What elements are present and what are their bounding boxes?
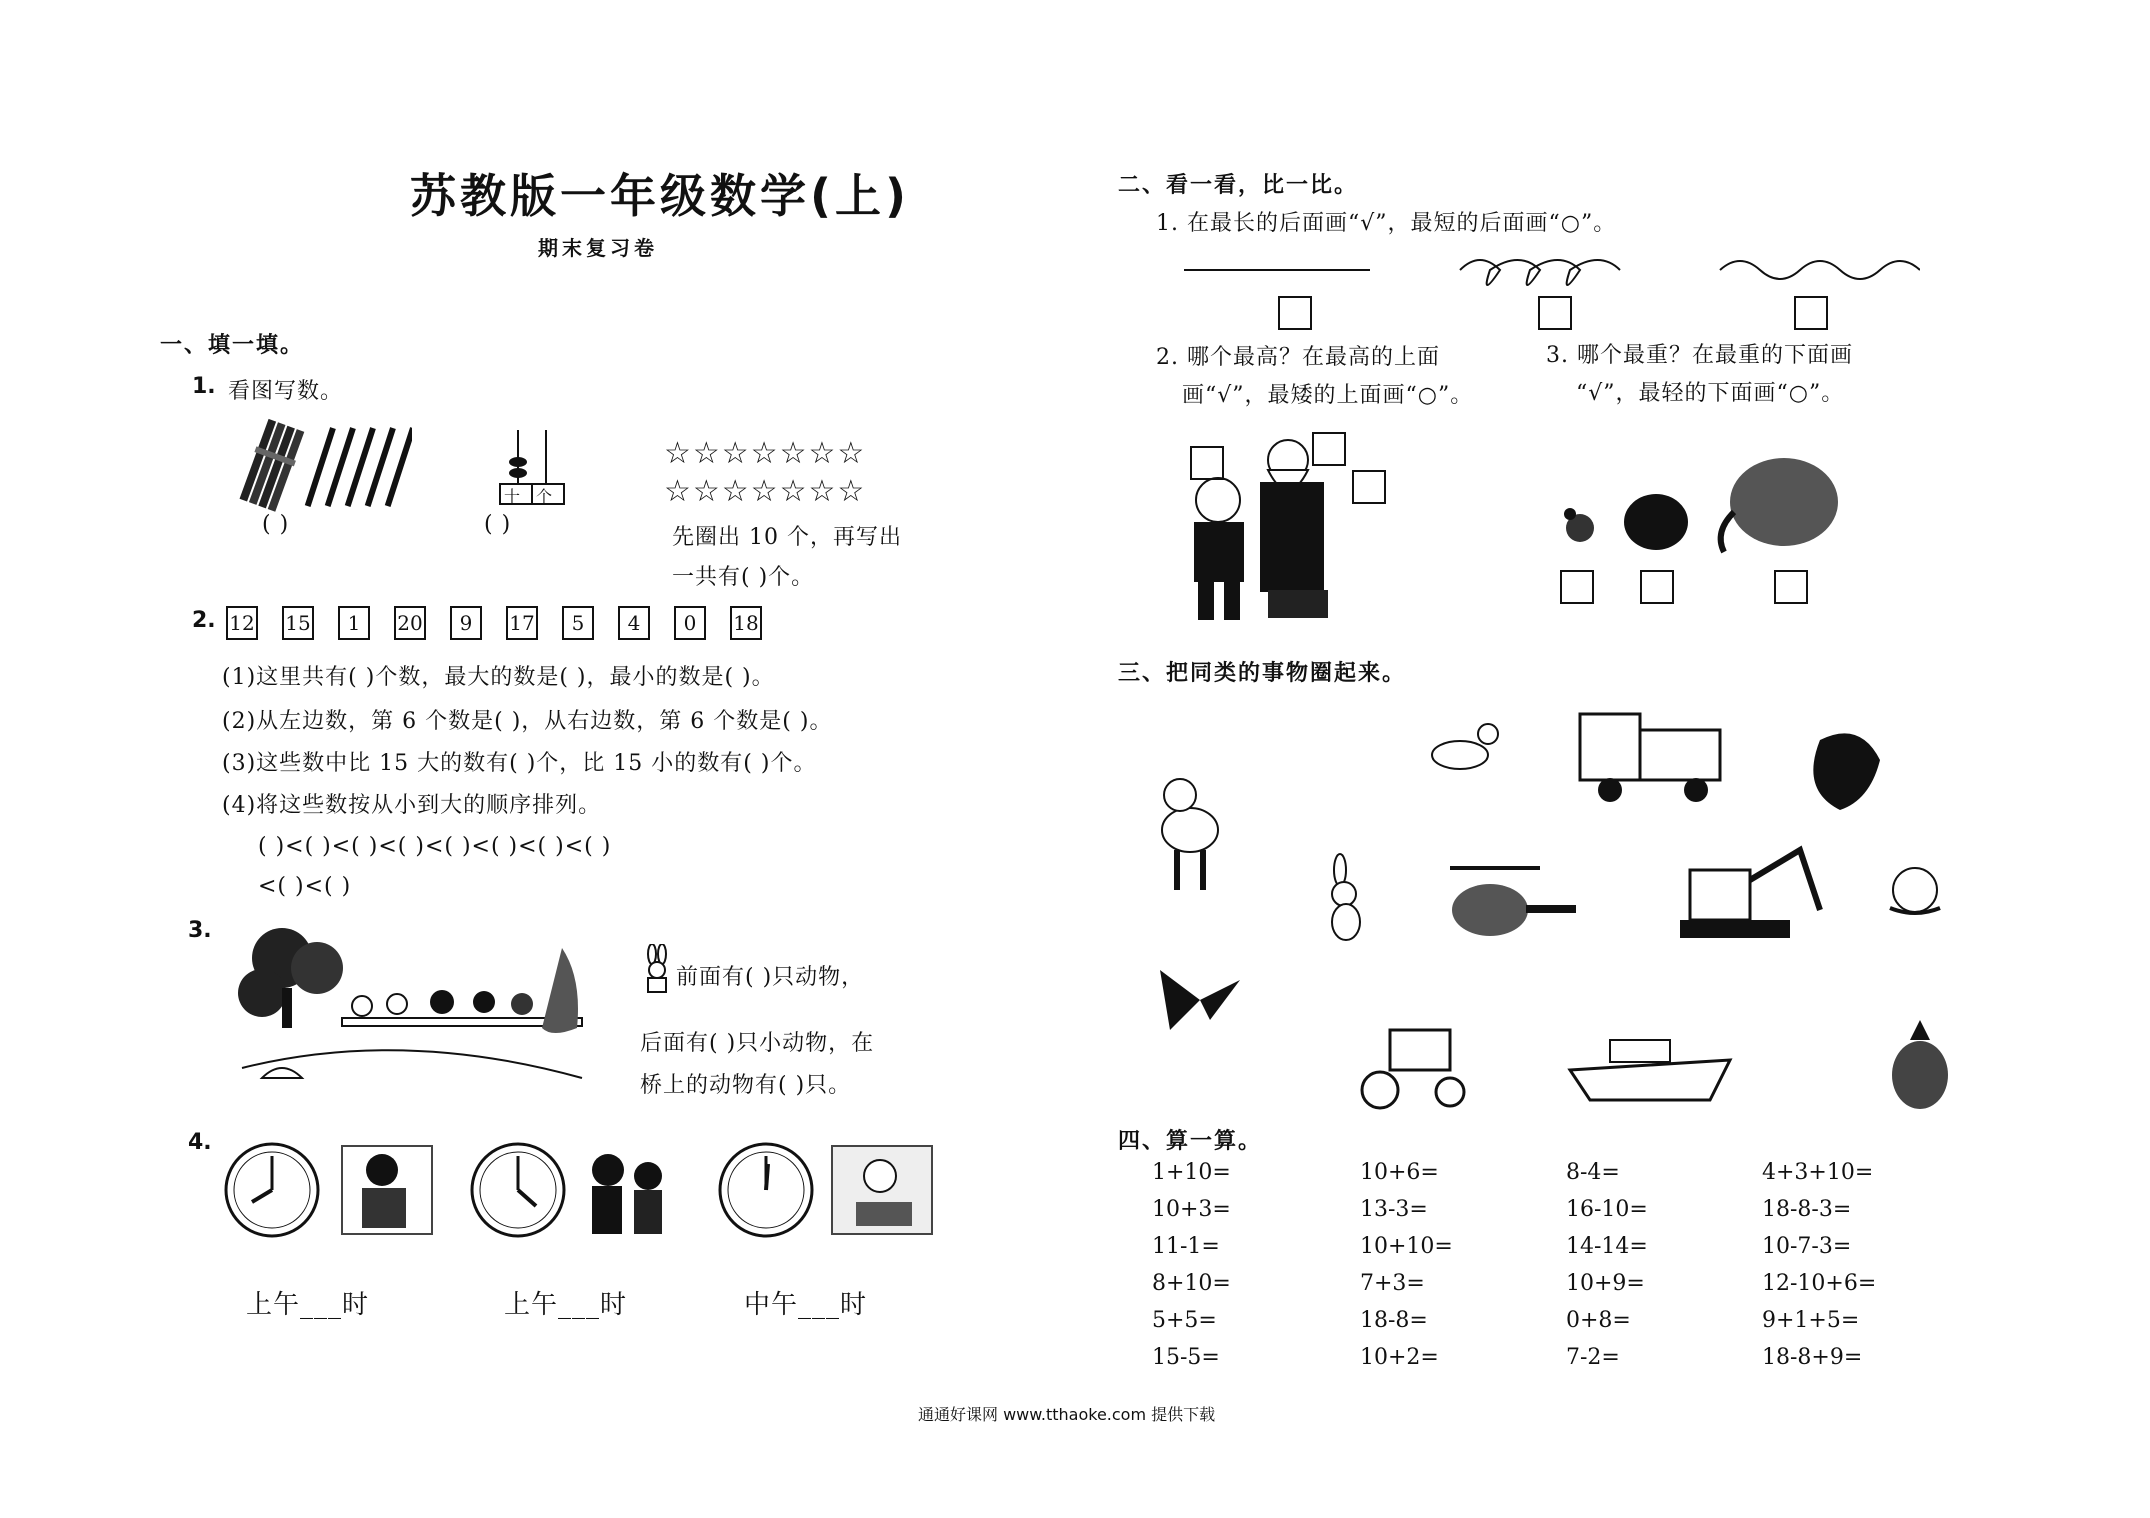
- number-box: 4: [618, 606, 650, 640]
- number-box: 18: [730, 606, 762, 640]
- number-box: 5: [562, 606, 594, 640]
- number-box: 9: [450, 606, 482, 640]
- q4-answer-2[interactable]: 上午___时: [504, 1290, 628, 1320]
- q2-sub-1[interactable]: (1)这里共有( )个数，最大的数是( )，最小的数是( )。: [222, 665, 775, 690]
- calc-column-1: [1152, 1160, 1231, 1382]
- peach-icon: [1890, 868, 1940, 913]
- q4-answer-3[interactable]: 中午___时: [744, 1290, 868, 1320]
- q4-number: 4.: [188, 1130, 212, 1155]
- compare-q3-line-1: 3. 哪个最重？在最重的下面画: [1546, 343, 1853, 368]
- q2-number-boxes: [226, 606, 786, 640]
- q4-answer-1[interactable]: 上午___时: [246, 1290, 370, 1320]
- calc-item[interactable]: 10+9=: [1566, 1271, 1645, 1296]
- calc-item[interactable]: 9+1+5=: [1762, 1308, 1860, 1333]
- q2-number: 2.: [192, 608, 216, 633]
- q3-line-2[interactable]: 后面有( )只小动物，在: [640, 1031, 875, 1056]
- calc-item[interactable]: 15-5=: [1152, 1345, 1220, 1370]
- calc-item[interactable]: 12-10+6=: [1762, 1271, 1877, 1296]
- calc-item[interactable]: 1+10=: [1152, 1160, 1231, 1185]
- q3-line-3[interactable]: 桥上的动物有( )只。: [640, 1073, 852, 1098]
- excavator-icon: [1680, 850, 1820, 938]
- q2-sub-4: (4)将这些数按从小到大的顺序排列。: [222, 793, 602, 818]
- q2-order-line-1[interactable]: ( )<( )<( )<( )<( )<( )<( )<( ): [258, 834, 612, 859]
- number-box: 0: [674, 606, 706, 640]
- number-box: 20: [394, 606, 426, 640]
- calc-item[interactable]: 14-14=: [1566, 1234, 1648, 1259]
- rabbit-icon: [642, 944, 672, 994]
- section-1-heading: 一、填一填。: [160, 333, 305, 358]
- section-3-heading: 三、把同类的事物圈起来。: [1118, 661, 1407, 686]
- abacus-one-label: 个: [536, 487, 553, 506]
- answer-box-grandpa[interactable]: [1312, 432, 1346, 466]
- number-box: 15: [282, 606, 314, 640]
- number-box: 17: [506, 606, 538, 640]
- clock-3-scene: [716, 1140, 936, 1240]
- answer-box-man[interactable]: [1352, 470, 1386, 504]
- pineapple-icon: [1892, 1020, 1948, 1109]
- compare-q2-line-1: 2. 哪个最高？在最高的上面: [1156, 345, 1440, 370]
- q2-sub-3[interactable]: (3)这些数中比 15 大的数有( )个，比 15 小的数有( )个。: [222, 751, 817, 776]
- page-title: 苏教版一年级数学(上): [410, 169, 911, 223]
- calc-item[interactable]: 7+3=: [1360, 1271, 1425, 1296]
- calc-item[interactable]: 5+5=: [1152, 1308, 1217, 1333]
- truck-icon: [1580, 714, 1720, 802]
- number-box: 1: [338, 606, 370, 640]
- calc-item[interactable]: 8+10=: [1152, 1271, 1231, 1296]
- q3-number: 3.: [188, 918, 212, 943]
- answer-box-mouse[interactable]: [1560, 570, 1594, 604]
- lines-compare-image: [1180, 250, 1920, 290]
- sticks-bundle-image: [232, 418, 412, 518]
- footer-credit: 通通好课网 www.tthaoke.com 提供下载: [918, 1405, 1216, 1424]
- road-roller-icon: [1362, 1030, 1464, 1108]
- q1-number: 1.: [192, 374, 216, 399]
- calc-item[interactable]: 10+3=: [1152, 1197, 1231, 1222]
- animals-weight-image: [1554, 452, 1854, 562]
- q1-stars-answer[interactable]: 一共有( )个。: [672, 565, 815, 590]
- number-box: 12: [226, 606, 258, 640]
- clock-2-scene: [468, 1140, 688, 1240]
- classify-objects-image: [1140, 700, 1970, 1120]
- q1-stars-instruction: 先圈出 10 个，再写出: [672, 525, 902, 550]
- answer-box-line-1[interactable]: [1278, 296, 1312, 330]
- cat-icon: [1432, 724, 1498, 769]
- abacus-ten-label: 十: [504, 487, 521, 506]
- section-2-heading: 二、看一看，比一比。: [1118, 173, 1359, 198]
- ship-icon: [1570, 1040, 1730, 1100]
- rabbit-icon: [1332, 854, 1360, 940]
- calc-item[interactable]: 4+3+10=: [1762, 1160, 1874, 1185]
- page-subtitle: 期末复习卷: [538, 236, 658, 260]
- stars-row-2: ☆☆☆☆☆☆☆: [664, 474, 867, 509]
- section-4-heading: 四、算一算。: [1118, 1129, 1263, 1154]
- compare-q3-line-2: “√”，最轻的下面画“○”。: [1576, 381, 1845, 406]
- calc-item[interactable]: 11-1=: [1152, 1234, 1220, 1259]
- calc-item[interactable]: 7-2=: [1566, 1345, 1620, 1370]
- compare-q1: 1. 在最长的后面画“√”，最短的后面画“○”。: [1156, 211, 1617, 236]
- butterfly-icon: [1160, 970, 1240, 1030]
- clock-1-scene: [222, 1140, 442, 1240]
- calc-column-2: [1360, 1160, 1453, 1382]
- calc-column-4: [1762, 1160, 1876, 1382]
- answer-box-boy[interactable]: [1190, 446, 1224, 480]
- deer-icon: [1162, 779, 1218, 890]
- calc-item[interactable]: 18-8-3=: [1762, 1197, 1852, 1222]
- calc-item[interactable]: 10-7-3=: [1762, 1234, 1852, 1259]
- calc-item[interactable]: 10+2=: [1360, 1345, 1439, 1370]
- helicopter-icon: [1450, 868, 1576, 936]
- calc-item[interactable]: 10+6=: [1360, 1160, 1439, 1185]
- calc-item[interactable]: 13-3=: [1360, 1197, 1428, 1222]
- answer-box-elephant[interactable]: [1774, 570, 1808, 604]
- calc-item[interactable]: 18-8+9=: [1762, 1345, 1863, 1370]
- answer-box-line-3[interactable]: [1794, 296, 1828, 330]
- compare-q2-line-2: 画“√”，最矮的上面画“○”。: [1182, 383, 1474, 408]
- calc-column-3: [1566, 1160, 1648, 1382]
- answer-box-bear[interactable]: [1640, 570, 1674, 604]
- calc-item[interactable]: 8-4=: [1566, 1160, 1620, 1185]
- calc-item[interactable]: 10+10=: [1360, 1234, 1453, 1259]
- calc-item[interactable]: 18-8=: [1360, 1308, 1428, 1333]
- q1-text: 看图写数。: [228, 379, 344, 404]
- stars-row-1: ☆☆☆☆☆☆☆: [664, 436, 867, 471]
- strawberry-icon: [1813, 733, 1880, 810]
- bridge-animals-image: [222, 918, 592, 1098]
- answer-box-line-2[interactable]: [1538, 296, 1572, 330]
- q1-answer-sticks[interactable]: ( ): [262, 512, 290, 537]
- calc-item[interactable]: 0+8=: [1566, 1308, 1631, 1333]
- q2-order-line-2[interactable]: <( )<( ): [258, 874, 352, 899]
- q3-line-1[interactable]: 前面有( )只动物，: [676, 965, 865, 990]
- calc-item[interactable]: 16-10=: [1566, 1197, 1648, 1222]
- q2-sub-2[interactable]: (2)从左边数，第 6 个数是( )，从右边数，第 6 个数是( )。: [222, 709, 833, 734]
- q1-answer-abacus[interactable]: ( ): [484, 512, 512, 537]
